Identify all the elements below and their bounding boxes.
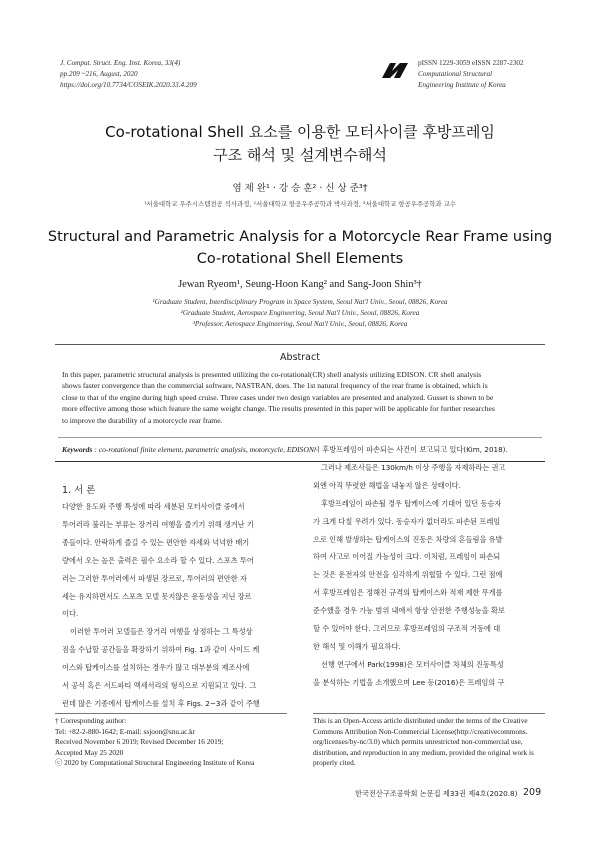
english-affiliations <box>30 297 570 330</box>
journal-footer: 한국전산구조공학회 논문집 제33권 제4호(2020.8) <box>355 789 518 798</box>
keywords <box>62 445 316 454</box>
citation-line: J. Comput. Struct. Eng. Inst. Korea, 33(4) <box>60 59 181 67</box>
body-line: 이스와 탑케이스를 설치하는 경우가 많고 대부분의 제조사에 <box>62 663 250 673</box>
abstract-line: In this paper, parametric structural analysis is presented utilizing the co-rotational(CR) shell analysis utilizing EDISON. CR shell analysis <box>62 370 482 379</box>
publisher-line-1: Computational Structural <box>418 70 493 78</box>
body-line: 할 수 있어야 한다. 그러므로 후방프레임의 구조적 거동에 대 <box>313 624 501 634</box>
footnote-line: properly cited. <box>313 758 356 767</box>
footnote-line: This is an Open-Access article distributed under the terms of the Creative <box>313 716 528 725</box>
publisher-line-2: Engineering Institute of Korea <box>418 81 506 89</box>
left-column <box>62 498 292 713</box>
issn-line: pISSN 1229-3059 eISSN 2287-2302 <box>418 59 524 67</box>
english-authors: Jewan Ryeom¹, Seung-Hoon Kang² and Sang-Joon Shin³† <box>178 279 422 290</box>
body-line: 투어러라 불리는 부류는 장거리 여행을 즐기기 위해 생겨난 기 <box>62 519 254 529</box>
body-line: 량에서 오는 높은 출력은 필수 요소라 할 수 있다. 스포츠 투어 <box>62 555 254 565</box>
footnote-line: ⓒ 2020 by Computational Structural Engineering Institute of Korea <box>55 758 255 767</box>
affiliation-line: ¹Graduate Student, Interdisciplinary Program in Space System, Seoul Nat'l Univ., Seoul, 08826, Korea <box>152 298 448 306</box>
abstract-line: shows faster convergence than the commercial software, NASTRAN, does. The 1st natural frequency of the rear frame is obtained, which is <box>62 381 488 391</box>
abstract-line: close to that of the engine during high speed cruise. Three cases under two design variables are presented and analyzed. Gusset is shown to be <box>62 392 494 402</box>
korean-authors: 염 제 완¹ · 강 승 훈² · 신 상 준³† <box>232 183 368 194</box>
korean-affiliations: ¹서울대학교 우주시스템전공 석사과정, ²서울대학교 항공우주공학과 박사과정, ³서울대학교 항공우주공학과 교수 <box>144 200 456 208</box>
license-footnote <box>313 716 547 769</box>
body-line: 다양한 용도와 주행 특성에 따라 세분된 모터사이클 중에서 <box>62 502 245 511</box>
korean-title <box>30 121 570 167</box>
affiliation-line: ³Professor, Aerospace Engineering, Seoul Nat'l Univ., Seoul, 08826, Korea <box>192 320 408 328</box>
abstract-heading: Abstract <box>280 352 320 363</box>
section-title: 1. 서 론 <box>62 485 96 496</box>
footnote-rule-right <box>313 713 545 714</box>
body-line: 는 것은 운전자의 안전을 심각하게 위협할 수 있다. 그런 점에 <box>313 570 503 580</box>
keywords-label: Keywords <box>62 445 93 454</box>
journal-citation-header <box>60 58 197 91</box>
pages-line: pp.209 ~216, August, 2020 <box>60 70 138 78</box>
body-line: 종들이다. 안락하게 즐길 수 있는 편안한 자세와 넉넉한 배기 <box>62 537 250 547</box>
english-title-line: Co-rotational Shell Elements <box>196 251 404 267</box>
journal-logo <box>380 60 410 86</box>
body-line: 준수했을 경우 가능 범위 내에서 항상 안전한 주행성능을 확보 <box>313 606 505 616</box>
body-line: 세는 유지하면서도 스포츠 모델 못지않은 운동성을 지닌 장르 <box>62 591 252 601</box>
doi-line[interactable]: https://doi.org/10.7734/COSEIK.2020.33.4.209 <box>60 81 197 89</box>
footnote-line: † Corresponding author: <box>55 716 127 725</box>
issn-header <box>418 58 524 91</box>
body-line: 선행 연구에서 Park(1998)은 모터사이클 차체의 진동특성 <box>321 659 504 669</box>
body-line: 그러나 제조사들은 130km/h 이상 주행을 자제하라는 권고 <box>321 462 506 472</box>
abstract-line: more effective among those which feature the same weight change. The results presented in this paper will be applicable for further researches <box>62 404 495 414</box>
footnote-line: org/licenses/by-nc/3.0) which permits unrestricted non-commercial use, <box>313 737 523 746</box>
english-title-line: Structural and Parametric Analysis for a Motorcycle Rear Frame using <box>47 229 553 245</box>
footnote-line[interactable]: Tel: +82-2-880-1642; E-mail: ssjoon@snu.ac.kr <box>55 726 196 736</box>
abstract-line: to improve the durability of a motorcycle rear frame. <box>62 415 223 425</box>
body-line: 으로 인해 발생하는 탑케이스의 진동은 차량의 흔들림을 유발 <box>313 534 503 544</box>
footnote-line: distribution, and reproduction in any medium, provided the original work is <box>313 747 534 757</box>
correspondence-footnote <box>55 716 295 769</box>
abstract-top-rule <box>55 344 545 345</box>
body-line: 한 해석 및 이해가 필요하다. <box>313 641 401 651</box>
right-column <box>313 441 545 692</box>
affiliation-line: ²Graduate Student, Aerospace Engineering, Seoul Nat'l Univ., Seoul, 08826, Korea <box>180 309 420 317</box>
keywords-value: : co-rotational finite element, parametric analysis, motorcycle, EDISON. <box>94 445 316 454</box>
body-line: 을 분석하는 기법을 소개했으며 Lee 등(2016)은 프레임의 구 <box>313 677 505 687</box>
page-number: 209 <box>523 787 542 798</box>
abstract-divider <box>58 437 542 438</box>
footnote-line: Received November 6 2019; Revised December 16 2019; <box>55 737 224 746</box>
korean-title-line: Co-rotational Shell 요소를 이용한 모터사이클 후방프레임 <box>105 123 495 141</box>
footnote-line[interactable]: Commons Attribution Non-Commercial License(http://creativecommons. <box>313 726 528 736</box>
body-line: 러는 그러한 투어러에서 파생된 장르로, 투어러의 편안한 자 <box>62 573 247 583</box>
body-line: 이다. <box>62 609 79 619</box>
body-line: 런데 많은 기종에서 탑케이스를 설치 후 Figs. 2~3과 같이 주행 <box>62 698 260 708</box>
footnote-rule-left <box>55 713 287 714</box>
abstract-body <box>62 369 540 426</box>
body-line: 하여 사고로 이어질 가능성이 크다. 이처럼, 프레임이 파손되 <box>313 552 501 562</box>
footnote-line: Accepted May 25 2020 <box>55 747 124 757</box>
body-line: 서 후방프레임은 정해진 규격의 탑케이스와 적재 제한 무게를 <box>313 588 503 598</box>
body-line: 짐을 수납할 공간들을 확장하기 위하여 Fig. 1과 같이 사이드 케 <box>62 645 260 655</box>
body-line: 가 크게 다칠 우려가 있다. 동승자가 없더라도 파손된 프레임 <box>313 516 501 526</box>
body-line: 후방프레임이 파손될 경우 탑케이스에 기대어 있던 동승자 <box>321 498 502 508</box>
english-title <box>30 226 570 270</box>
body-line: 외엔 아직 뚜렷한 해법을 내놓지 않은 상태이다. <box>313 480 461 490</box>
body-line: 이러한 투어러 모델들은 장거리 여행을 상정하는 그 특성상 <box>70 627 253 637</box>
body-line: 시 후방프레임이 파손되는 사건이 보고되고 있다(Kim, 2018). <box>313 445 508 454</box>
korean-title-line: 구조 해석 및 설계변수해석 <box>213 146 387 164</box>
body-line: 서 공식 혹은 서드파티 액세서리의 형식으로 지원되고 있다. 그 <box>62 681 257 691</box>
